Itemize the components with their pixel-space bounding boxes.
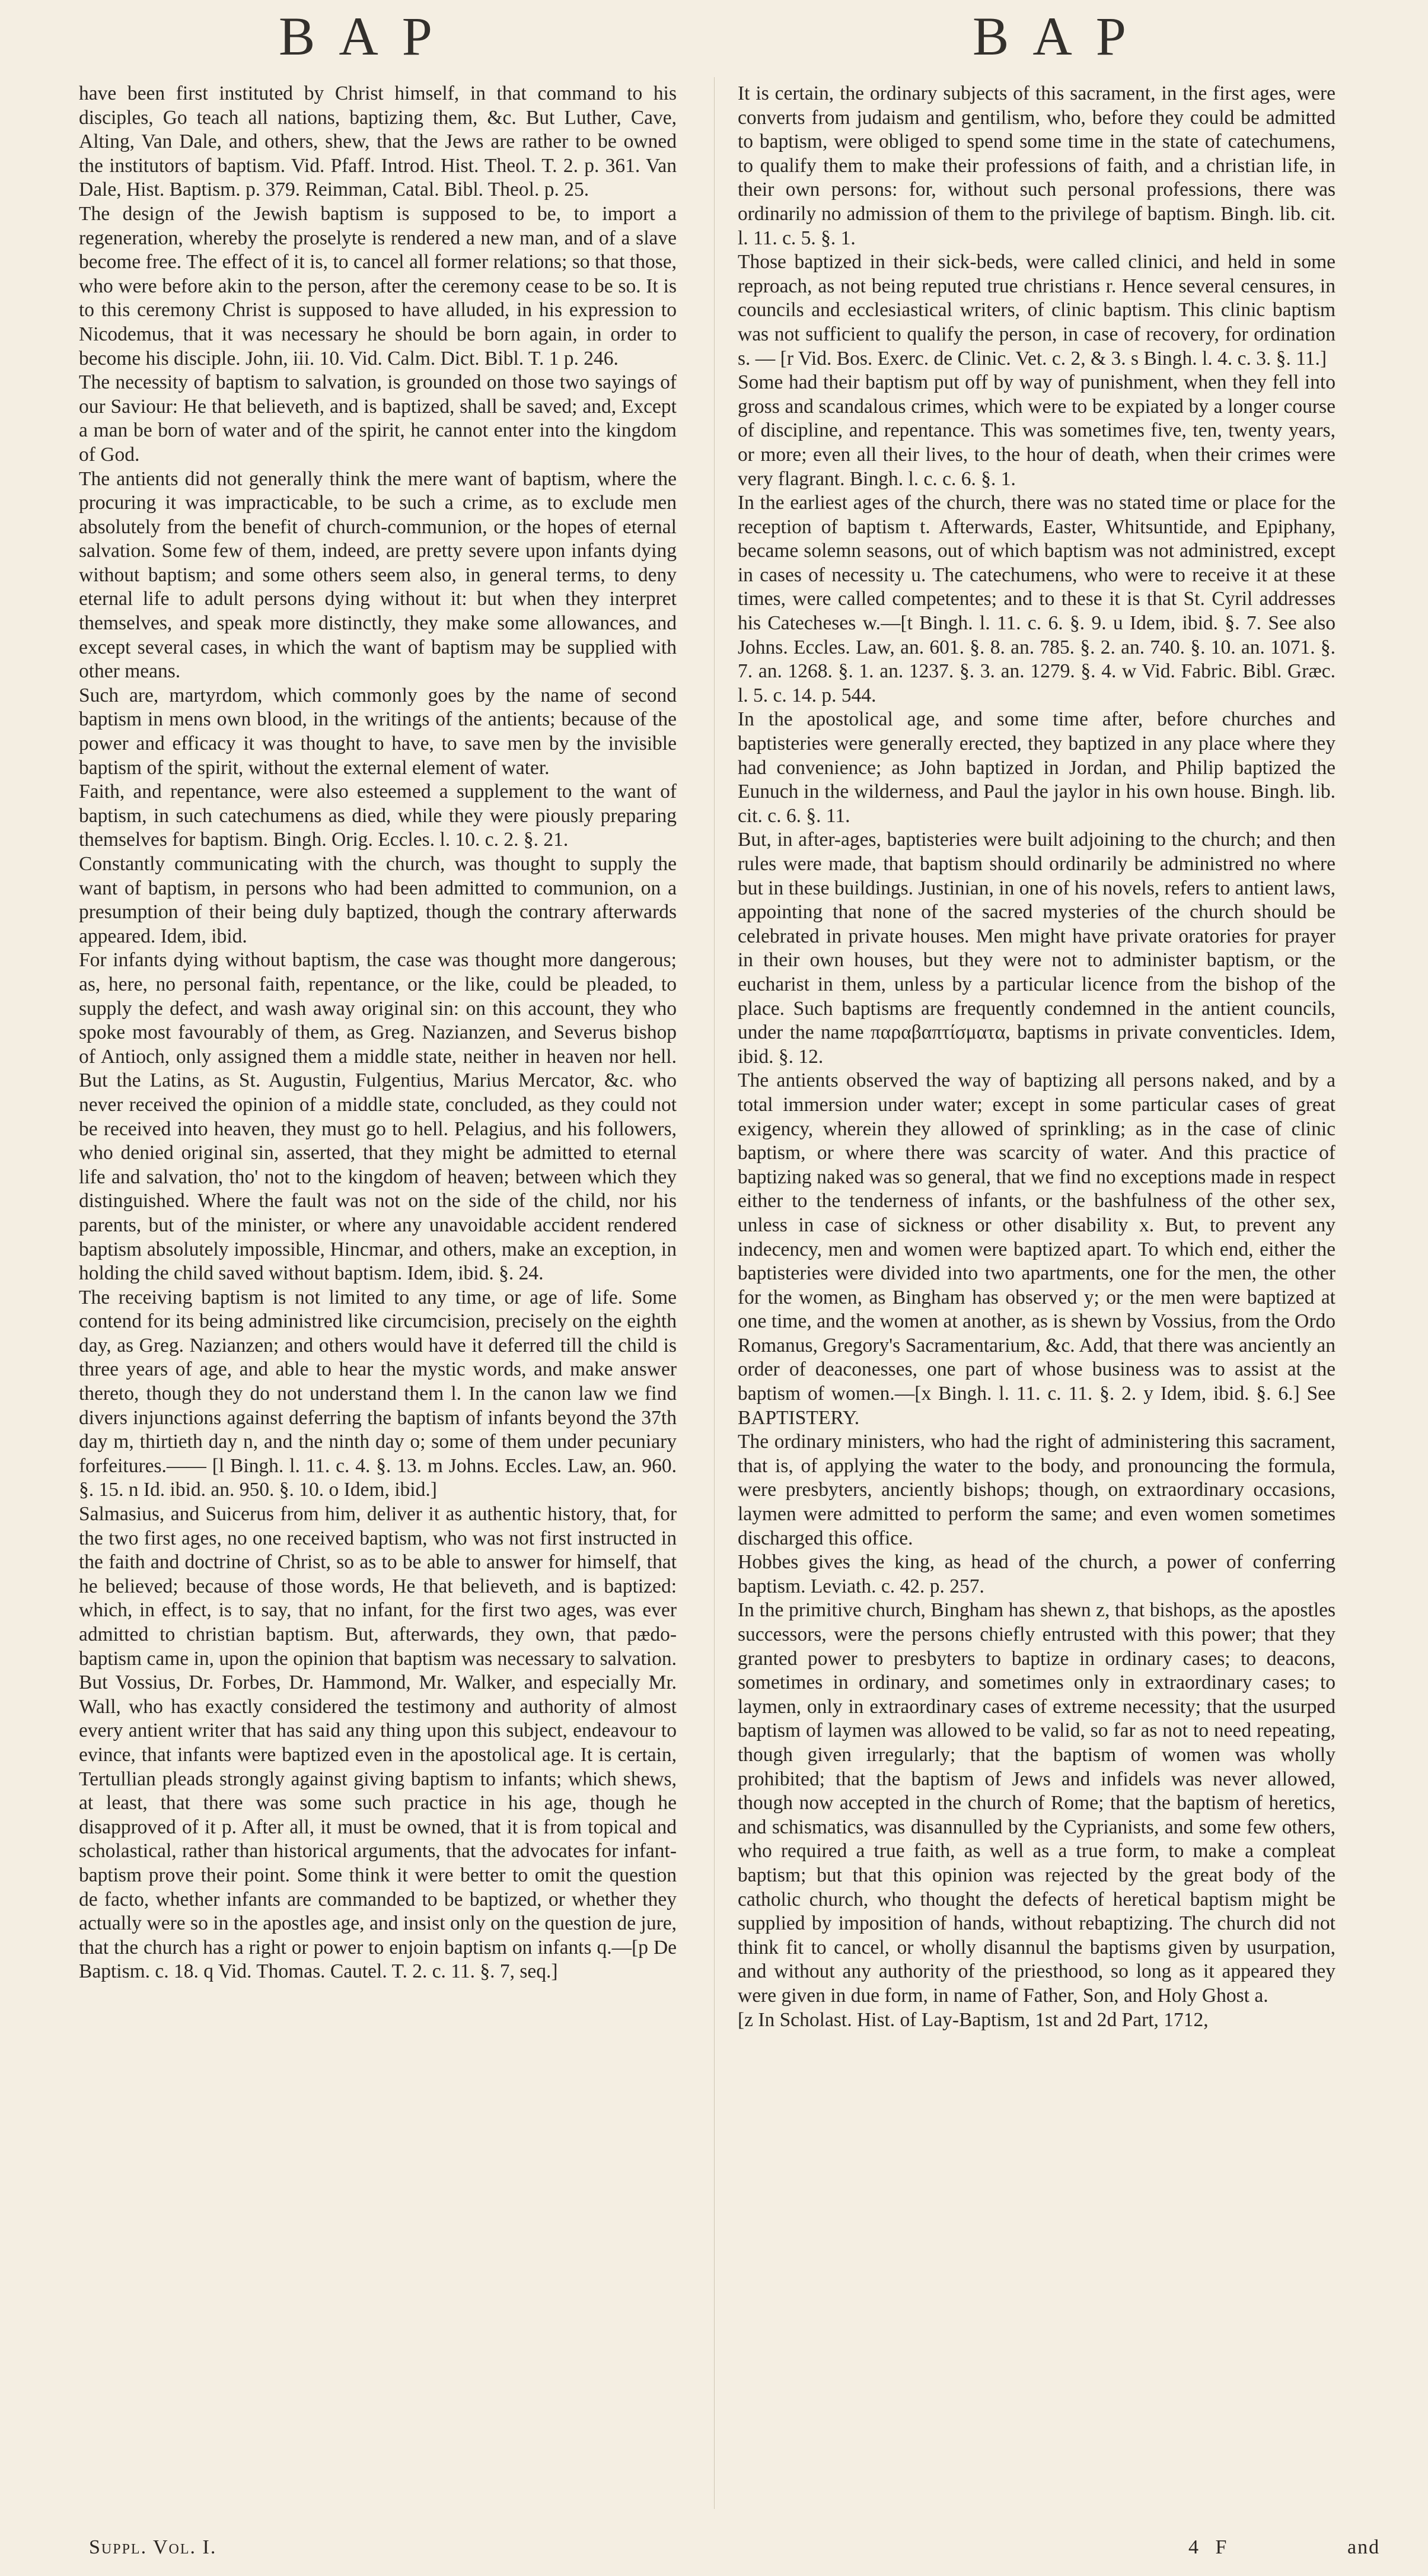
running-head-left: BAP	[279, 6, 456, 66]
paragraph: The necessity of baptism to salvation, is grounded on those two sayings of our Saviour: He that believeth, and is baptized, shall be saved; and, Except a man be born of water and of the spirit, he cannot enter into the kingdom of God.	[79, 371, 677, 466]
paragraph: It is certain, the ordinary subjects of this sacrament, in the first ages, were converts from judaism and gentilism, who, before they could be admitted to baptism, were obliged to spend some time in the state of catechumens, to qualify them to make their professions of faith, and a christian life, in their own persons: for, without such personal professions, there was ordinarily no admission of them to the privilege of baptism. Bingh. lib. cit. l. 11. c. 5. §. 1.	[738, 82, 1335, 249]
paragraph: have been first instituted by Christ himself, in that command to his disciples, Go teach all nations, baptizing them, &c. But Luther, Cave, Alting, Van Dale, and others, shew, that the Jews are rather to be owned the institutors of baptism. Vid. Pfaff. Introd. Hist. Theol. T. 2. p. 361. Van Dale, Hist. Baptism. p. 379. Reimman, Catal. Bibl. Theol. p. 25.	[79, 82, 677, 201]
paragraph: Faith, and repentance, were also esteemed a supplement to the want of baptism, in such catechumens as died, while they were piously preparing themselves for baptism. Bingh. Orig. Eccles. l. 10. c. 2. §. 21.	[79, 781, 677, 851]
paragraph: But, in after-ages, baptisteries were built adjoining to the church; and then rules were made, that baptism should ordinarily be administred no where but in these buildings. Justinian, in one of his novels, refers to antient laws, appointing that none of the sacred mysteries of the church should be celebrated in private houses. Men might have private oratories for prayer in their own houses, but they were not to administer baptism, or the eucharist in them, unless by a particular licence from the bishop of the place. Such baptisms are frequently condemned in the antient councils, under the name παραβαπτίσματα, baptisms in private conventicles. Idem, ibid. §. 12.	[738, 829, 1335, 1068]
right-column	[738, 82, 1335, 2502]
paragraph: The antients observed the way of baptizing all persons naked, and by a total immersion under water; except in some particular cases of great exigency, wherein they allowed of sprinkling; as in the case of clinic baptism, or where there was scarcity of water. And this practice of baptizing naked was so general, that we find no exceptions made in respect either to the tenderness of infants, or the bashfulness of the other sex, unless in case of sickness or other disability x. But, to prevent any indecency, men and women were baptized apart. To which end, either the baptisteries were divided into two apartments, one for the men, the other for the women, as Bingham has observed y; or the men were baptized at one time, and the women at another, as is shewn by Vossius, from the Ordo Romanus, Gregory's Sacramentarium, &c. Add, that there was anciently an order of deaconesses, one part of whose business was to assist at the baptism of women.—[x Bingh. l. 11. c. 11. §. 2. y Idem, ibid. §. 6.] See BAPTISTERY.	[738, 1069, 1335, 1429]
paragraph: Salmasius, and Suicerus from him, deliver it as authentic history, that, for the two first ages, no one received baptism, who was not first instructed in the faith and doctrine of Christ, so as to be able to answer for himself, that he believed; because of those words, He that believeth, and is baptized: which, in effect, is to say, that no infant, for the first two ages, was ever admitted to christian baptism. But, afterwards, they own, that pædo-baptism came in, upon the opinion that baptism was necessary to salvation. But Vossius, Dr. Forbes, Dr. Hammond, Mr. Walker, and especially Mr. Wall, who has exactly considered the testimony and authority of almost every antient writer that has said any thing upon this subject, endeavour to evince, that infants were baptized even in the apostolical age. It is certain, Tertullian pleads strongly against giving baptism to infants; which shews, at least, that there was some such practice in his age, though he disapproved of it p. After all, it must be owned, that it is from topical and scholastical, rather than historical arguments, that the advocates for infant-baptism prove their point. Some think it were better to omit the question de facto, whether infants are commanded to be baptized, or whether they actually were so in the apostles age, and insist only on the question de jure, that the church has a right or power to enjoin baptism on infants q.—[p De Baptism. c. 18. q Vid. Thomas. Cautel. T. 2. c. 11. §. 7, seq.]	[79, 1503, 677, 1983]
catchword: and	[1347, 2536, 1381, 2558]
column-rule	[714, 77, 715, 2509]
paragraph: Some had their baptism put off by way of punishment, when they fell into gross and scandalous crimes, which were to be expiated by a longer course of discipline, and repentance. This was sometimes five, ten, twenty years, or more; even all their lives, to the hour of death, when their crimes were very flagrant. Bingh. l. c. c. 6. §. 1.	[738, 371, 1335, 490]
running-head-right: BAP	[973, 6, 1150, 66]
paragraph: Those baptized in their sick-beds, were called clinici, and held in some reproach, as not being reputed true christians r. Hence several censures, in councils and ecclesiastical writers, of clinic baptism. This clinic baptism was not sufficient to qualify the person, in case of recovery, for ordination s. — [r Vid. Bos. Exerc. de Clinic. Vet. c. 2, & 3. s Bingh. l. 4. c. 3. §. 11.]	[738, 251, 1335, 370]
paragraph: The design of the Jewish baptism is supposed to be, to import a regeneration, whereby the proselyte is rendered a new man, and of a slave become free. The effect of it is, to cancel all former relations; so that those, who were before akin to the person, after the ceremony cease to be so. It is to this ceremony Christ is supposed to have alluded, in his expression to Nicodemus, that it was necessary he should be born again, in order to become his disciple. John, iii. 10. Vid. Calm. Dict. Bibl. T. 1 p. 246.	[79, 202, 677, 370]
paragraph: Hobbes gives the king, as head of the church, a power of conferring baptism. Leviath. c. 42. p. 257.	[738, 1551, 1335, 1597]
left-column	[79, 82, 677, 2502]
signature-mark: 4 F	[1188, 2536, 1233, 2558]
paragraph: The antients did not generally think the mere want of baptism, where the procuring it was impracticable, to be such a crime, as to exclude men absolutely from the benefit of church-communion, or the hopes of eternal salvation. Some few of them, indeed, are pretty severe upon infants dying without baptism; and some others seem also, in general terms, to deny eternal life to adult persons dying without it: but when they interpret themselves, and speak more distinctly, they make some allowances, and except several cases, in which the want of baptism may be supplied with other means.	[79, 467, 677, 683]
paragraph: In the primitive church, Bingham has shewn z, that bishops, as the apostles successors, were the persons chiefly entrusted with this power; that they granted power to presbyters to baptize in ordinary cases; to deacons, sometimes in ordinary, and sometimes only in extraordinary cases; to laymen, only in extraordinary cases of extreme necessity; that the usurped baptism of laymen was allowed to be valid, so far as not to need repeating, though given irregularly; that the baptism of women was wholly prohibited; that the baptism of Jews and infidels was never allowed, though now accepted in the church of Rome; that the baptism of heretics, and schismatics, was disannulled by the Cyprianists, and some few others, who required a true faith, as well as a true form, to make a compleat baptism; but that this opinion was rejected by the great body of the catholic church, who thought the defects of heretical baptism might be supplied by imposition of hands, without rebaptizing. The church did not think fit to cancel, or wholly disannul the baptisms given by usurpation, and without any authority of the priesthood, so long as it appeared they were given in due form, in name of Father, Son, and Holy Ghost a.	[738, 1599, 1335, 2007]
paragraph: For infants dying without baptism, the case was thought more dangerous; as, here, no personal faith, repentance, or the like, could be pleaded, to supply the defect, and wash away original sin: on this account, they who spoke most favourably of them, as Greg. Nazianzen, and Severus bishop of Antioch, only assigned them a middle state, neither in heaven nor hell. But the Latins, as St. Augustin, Fulgentius, Marius Mercator, &c. who never received the opinion of a middle state, concluded, as they could not be received into heaven, they must go to hell. Pelagius, and his followers, who denied original sin, asserted, that they might be admitted to eternal life and salvation, tho' not to the kingdom of heaven; between which they distinguished. Where the fault was not on the side of the child, nor his parents, but of the minister, or where any unavoidable accident rendered baptism absolutely impossible, Hincmar, and others, make an exception, in holding the child saved without baptism. Idem, ibid. §. 24.	[79, 949, 677, 1285]
paragraph: The ordinary ministers, who had the right of administering this sacrament, that is, of applying the water to the body, and pronouncing the formula, were presbyters, anciently bishops; though, on extraordinary occasions, laymen were admitted to perform the same; and even women sometimes discharged this office.	[738, 1431, 1335, 1549]
volume-footer: Suppl. Vol. I.	[89, 2536, 217, 2558]
paragraph: The receiving baptism is not limited to any time, or age of life. Some contend for its being administred like circumcision, precisely on the eighth day, as Greg. Nazianzen; and others would have it deferred till the child is three years of age, and able to hear the mystic words, and make answer thereto, though they do not understand them l. In the canon law we find divers injunctions against deferring the baptism of infants beyond the 37th day m, thirtieth day n, and the ninth day o; some of them under pecuniary forfeitures.—— [l Bingh. l. 11. c. 4. §. 13. m Johns. Eccles. Law, an. 960. §. 15. n Id. ibid. an. 950. §. 10. o Idem, ibid.]	[79, 1286, 677, 1501]
paragraph: In the earliest ages of the church, there was no stated time or place for the reception of baptism t. Afterwards, Easter, Whitsuntide, and Epiphany, became solemn seasons, out of which baptism was not administred, except in cases of necessity u. The catechumens, who were to receive it at these times, were called competentes; and to these it is that St. Cyril addresses his Catecheses w.—[t Bingh. l. 11. c. 6. §. 9. u Idem, ibid. §. 7. See also Johns. Eccles. Law, an. 601. §. 8. an. 785. §. 2. an. 740. §. 10. an. 1071. §. 7. an. 1268. §. 1. an. 1237. §. 3. an. 1279. §. 4. w Vid. Fabric. Bibl. Græc. l. 5. c. 14. p. 544.	[738, 492, 1335, 706]
paragraph: In the apostolical age, and some time after, before churches and baptisteries were generally erected, they baptized in any place where they had convenience; as John baptized in Jordan, and Philip baptized the Eunuch in the wilderness, and Paul the jaylor in his own house. Bingh. lib. cit. c. 6. §. 11.	[738, 708, 1335, 827]
paragraph: Such are, martyrdom, which commonly goes by the name of second baptism in mens own blood, in the writings of the antients; because of the power and efficacy it was thought to have, to save men by the invisible baptism of the spirit, without the external element of water.	[79, 684, 677, 779]
paragraph: [z In Scholast. Hist. of Lay-Baptism, 1st and 2d Part, 1712,	[738, 2008, 1209, 2031]
paragraph: Constantly communicating with the church, was thought to supply the want of baptism, in persons who had been admitted to communion, on a presumption of their being duly baptized, though the contrary afterwards appeared. Idem, ibid.	[79, 853, 677, 947]
